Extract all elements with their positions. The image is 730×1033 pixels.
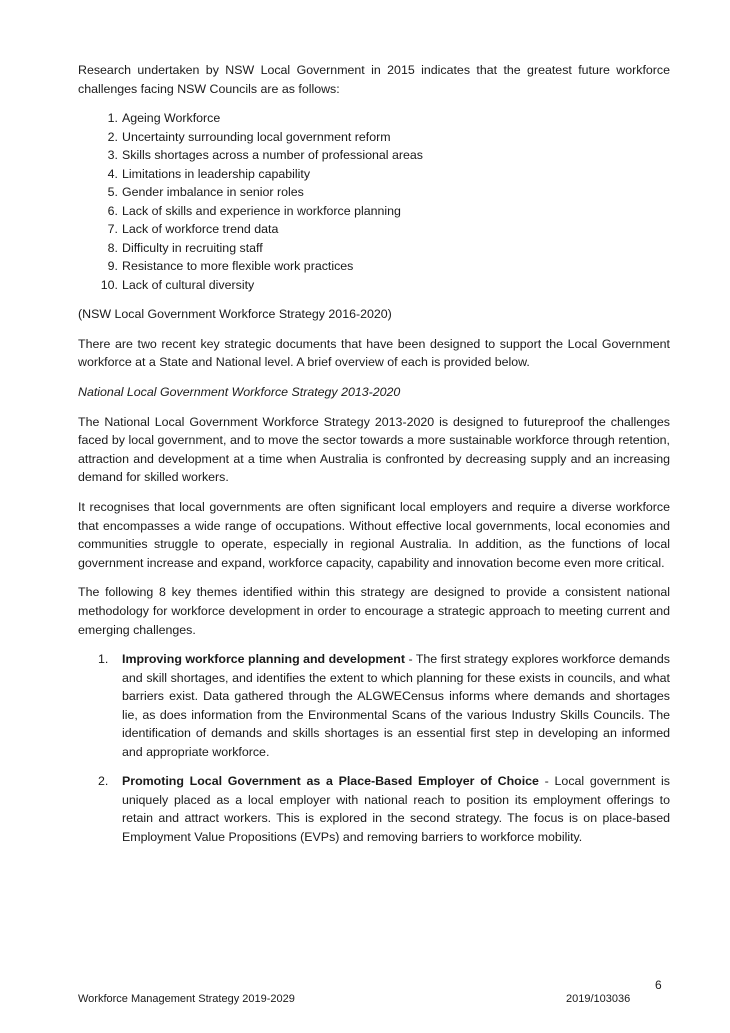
theme-title: Improving workforce planning and development: [122, 652, 406, 667]
list-item: 7. Lack of workforce trend data: [107, 222, 279, 237]
theme-title: Promoting Local Government as a Place-Based Employer of Choice: [122, 774, 539, 789]
page-number: 6: [655, 978, 662, 992]
theme-item: 2. Promoting Local Government as a Place-Based Employer of Choice - Local government is uniquely placed as a local employer with national reach to position its employment offerings to retain and attract workers. This is explored in the second strategy. The focus is on place-based Employment Value Propositions (EVPs) and removing barriers to workforce mobility.: [98, 774, 670, 844]
challenges-list: [78, 109, 670, 294]
list-item: 3. Skills shortages across a number of professional areas: [107, 148, 423, 163]
body-paragraph: It recognises that local governments are often significant local employers and require a diverse workforce that encompasses a wide range of occupations. Without effective local governments, local economies and communities struggle to operate, especially in regional Australia. In addition, as the functions of local government increase and expand, workforce capacity, capability and innovation become even more critical.: [78, 499, 670, 570]
body-paragraph: The following 8 key themes identified within this strategy are designed to provide a consistent national methodology for workforce development in order to encourage a strategic approach to meeting current and emerging challenges.: [78, 585, 670, 637]
intro-paragraph: Research undertaken by NSW Local Government in 2015 indicates that the greatest future workforce challenges facing NSW Councils are as follows:: [78, 63, 670, 96]
section-subheading: National Local Government Workforce Strategy 2013-2020: [78, 384, 401, 399]
footer-document-title: Workforce Management Strategy 2019-2029: [78, 993, 295, 1005]
themes-list: [78, 650, 670, 846]
theme-item: 1. Improving workforce planning and development - The first strategy explores workforce demands and skill shortages, and identifies the extent to which planning for these exists in councils, and what barriers exist. Data gathered through the ALGWECensus informs where demands and shortages lie, as does information from the Environmental Scans of the various Industry Skills Councils. The identification of demands and skills shortages is an essential first step in developing an informed and appropriate workforce.: [98, 652, 671, 759]
list-item: 2. Uncertainty surrounding local government reform: [107, 129, 391, 144]
list-item: 8. Difficulty in recruiting staff: [107, 240, 263, 255]
list-item: 5. Gender imbalance in senior roles: [107, 185, 304, 200]
list-item: 6. Lack of skills and experience in workforce planning: [107, 203, 401, 218]
list-item: 1. Ageing Workforce: [107, 111, 221, 126]
body-paragraph: The National Local Government Workforce Strategy 2013-2020 is designed to futureproof the challenges faced by local government, and to move the sector towards a more sustainable workforce through retention, attraction and development at a time when Australia is confronted by decreasing supply and an increasing demand for skilled workers.: [78, 414, 670, 485]
list-item: 10. Lack of cultural diversity: [100, 277, 255, 292]
footer-document-id: 2019/103036: [566, 993, 631, 1005]
document-body: [78, 61, 670, 857]
source-citation: (NSW Local Government Workforce Strategy 2016-2020): [78, 307, 392, 322]
list-item: 9. Resistance to more flexible work practices: [107, 259, 354, 274]
overview-paragraph: There are two recent key strategic documents that have been designed to support the Local Government workforce at a State and National level. A brief overview of each is provided below.: [78, 336, 670, 370]
list-item: 4. Limitations in leadership capability: [107, 166, 311, 181]
